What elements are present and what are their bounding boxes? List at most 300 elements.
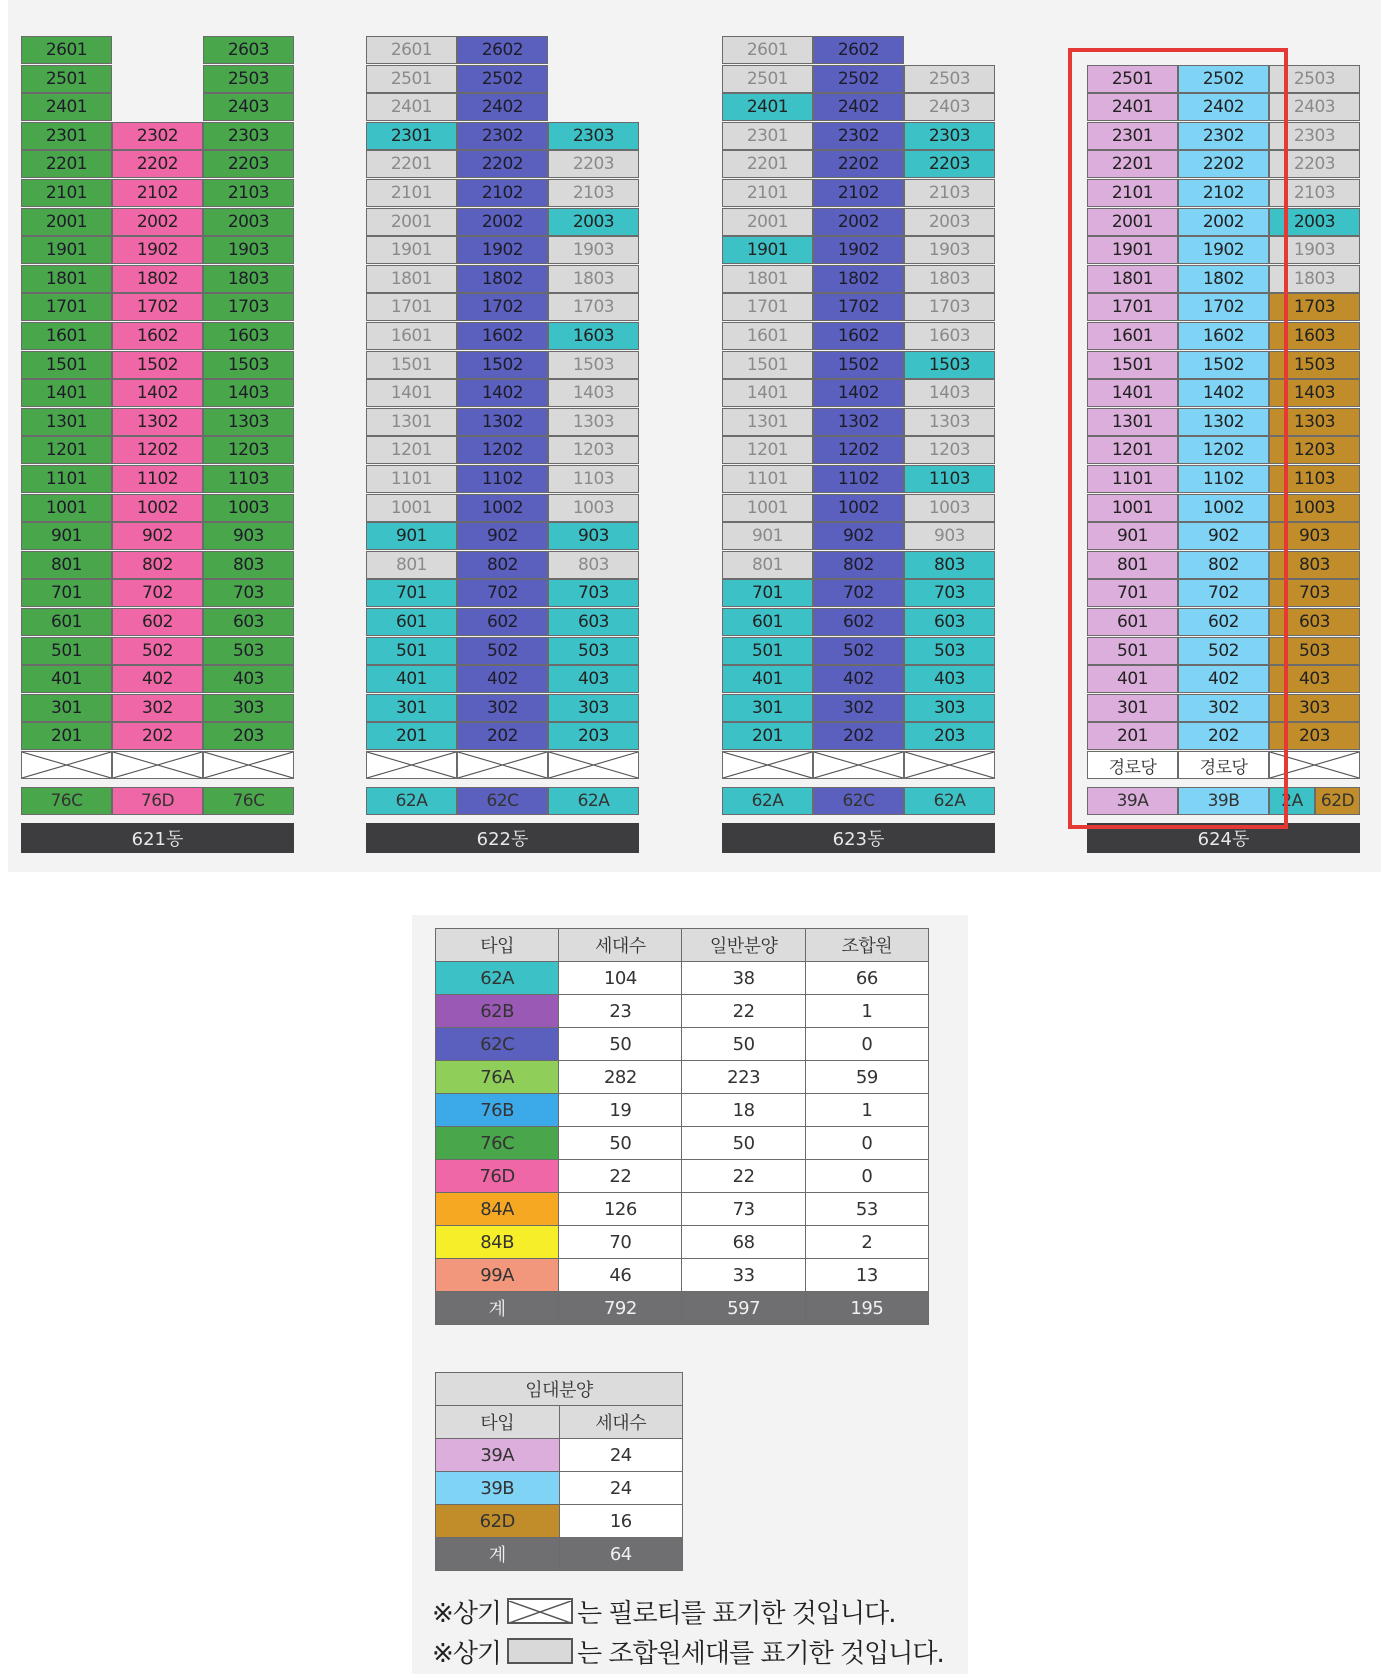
unit-cell: 2102 [112, 179, 203, 207]
type-label: 2A [1269, 787, 1315, 815]
table-row [436, 1127, 929, 1160]
unit-cell: 201 [722, 722, 813, 750]
unit-cell: 603 [203, 608, 294, 636]
unit-cell: 702 [813, 579, 904, 607]
total-row [436, 1292, 929, 1325]
unit-cell: 2002 [112, 208, 203, 236]
table-cell: 16 [559, 1505, 682, 1538]
table-cell: 38 [682, 962, 805, 995]
unit-cell: 201 [366, 722, 457, 750]
table-cell: 50 [559, 1127, 682, 1160]
unit-cell: 602 [813, 608, 904, 636]
unit-cell: 2303 [1269, 122, 1360, 150]
rental-header-units: 세대수 [559, 1406, 682, 1439]
header-general-sale: 일반분양 [682, 929, 805, 962]
unit-cell: 2502 [1178, 65, 1269, 93]
unit-cell: 1603 [548, 322, 639, 350]
unit-cell: 503 [904, 637, 995, 665]
unit-cell: 901 [21, 522, 112, 550]
unit-cell: 902 [1178, 522, 1269, 550]
table-cell: 0 [805, 1127, 928, 1160]
unit-cell: 1503 [1269, 351, 1360, 379]
unit-cell: 1902 [457, 236, 548, 264]
type-label: 62A [548, 787, 639, 815]
unit-cell: 502 [457, 637, 548, 665]
unit-cell: 2201 [1087, 150, 1178, 178]
table-cell: 23 [559, 995, 682, 1028]
unit-cell: 1903 [203, 236, 294, 264]
unit-cell: 1603 [1269, 322, 1360, 350]
unit-cell: 1503 [904, 351, 995, 379]
unit-cell: 1403 [1269, 379, 1360, 407]
unit-cell: 203 [904, 722, 995, 750]
unit-cell: 1503 [203, 351, 294, 379]
unit-cell: 202 [112, 722, 203, 750]
unit-cell: 1402 [1178, 379, 1269, 407]
unit-cell: 601 [21, 608, 112, 636]
type-label: 62D [1315, 787, 1360, 815]
unit-cell: 1203 [904, 436, 995, 464]
unit-cell: 701 [366, 579, 457, 607]
type-label: 62A [722, 787, 813, 815]
unit-cell: 1901 [21, 236, 112, 264]
header-member: 조합원 [805, 929, 928, 962]
unit-cell: 2103 [1269, 179, 1360, 207]
unit-cell: 1003 [548, 494, 639, 522]
unit-cell: 2301 [366, 122, 457, 150]
unit-cell: 2001 [21, 208, 112, 236]
table-cell: 50 [682, 1028, 805, 1061]
unit-cell: 703 [1269, 579, 1360, 607]
table-cell: 104 [559, 962, 682, 995]
table-cell: 19 [559, 1094, 682, 1127]
unit-cell: 403 [203, 665, 294, 693]
unit-cell: 2302 [457, 122, 548, 150]
type-swatch: 39A [436, 1439, 560, 1472]
unit-cell: 2303 [203, 122, 294, 150]
unit-cell: 1303 [1269, 408, 1360, 436]
unit-cell: 603 [1269, 608, 1360, 636]
unit-cell: 203 [548, 722, 639, 750]
unit-cell: 201 [1087, 722, 1178, 750]
table-cell: 33 [682, 1259, 805, 1292]
unit-cell: 2003 [203, 208, 294, 236]
unit-type-table [435, 928, 929, 1325]
unit-cell: 1703 [548, 293, 639, 321]
type-label: 62A [904, 787, 995, 815]
unit-cell: 2002 [1178, 208, 1269, 236]
table-cell: 73 [682, 1193, 805, 1226]
unit-cell: 1002 [1178, 494, 1269, 522]
unit-cell: 2503 [904, 65, 995, 93]
unit-cell: 1302 [112, 408, 203, 436]
unit-cell: 301 [722, 694, 813, 722]
unit-cell: 1702 [112, 293, 203, 321]
unit-cell: 1403 [203, 379, 294, 407]
unit-cell: 2202 [457, 150, 548, 178]
unit-cell: 2203 [1269, 150, 1360, 178]
unit-cell: 1101 [722, 465, 813, 493]
unit-cell: 1102 [457, 465, 548, 493]
table-cell: 59 [805, 1061, 928, 1094]
unit-cell: 602 [1178, 608, 1269, 636]
member-note [432, 1634, 944, 1668]
unit-cell: 2201 [722, 150, 813, 178]
type-swatch: 62C [436, 1028, 559, 1061]
header-units: 세대수 [559, 929, 682, 962]
unit-cell: 902 [813, 522, 904, 550]
type-label: 76C [203, 787, 294, 815]
unit-cell: 1103 [203, 465, 294, 493]
unit-cell: 1303 [203, 408, 294, 436]
table-cell: 53 [805, 1193, 928, 1226]
table-cell: 2 [805, 1226, 928, 1259]
unit-cell: 1903 [904, 236, 995, 264]
unit-cell: 703 [904, 579, 995, 607]
unit-cell: 2302 [1178, 122, 1269, 150]
table-cell: 1 [805, 995, 928, 1028]
unit-cell: 1802 [457, 265, 548, 293]
unit-cell: 602 [112, 608, 203, 636]
unit-cell: 1803 [1269, 265, 1360, 293]
piloti-icon [203, 751, 294, 779]
unit-cell: 2603 [203, 36, 294, 64]
unit-cell: 503 [548, 637, 639, 665]
unit-cell: 2001 [1087, 208, 1178, 236]
piloti-icon [548, 751, 639, 779]
note-text: 는 필로티를 표기한 것입니다. [577, 1598, 896, 1629]
table-row [436, 995, 929, 1028]
unit-cell: 1103 [548, 465, 639, 493]
unit-cell: 403 [904, 665, 995, 693]
type-label: 62A [366, 787, 457, 815]
unit-cell: 2303 [548, 122, 639, 150]
unit-cell: 1801 [366, 265, 457, 293]
unit-cell: 1201 [722, 436, 813, 464]
unit-cell: 301 [366, 694, 457, 722]
unit-cell: 1401 [1087, 379, 1178, 407]
unit-cell: 703 [548, 579, 639, 607]
unit-cell: 1202 [1178, 436, 1269, 464]
unit-cell: 1602 [457, 322, 548, 350]
unit-cell: 1001 [366, 494, 457, 522]
unit-cell: 2502 [457, 65, 548, 93]
unit-cell: 1102 [1178, 465, 1269, 493]
type-label: 62C [457, 787, 548, 815]
unit-cell: 1701 [722, 293, 813, 321]
piloti-symbol-icon [507, 1598, 573, 1624]
unit-cell: 2003 [904, 208, 995, 236]
unit-cell: 302 [813, 694, 904, 722]
unit-cell: 901 [366, 522, 457, 550]
unit-cell: 702 [1178, 579, 1269, 607]
unit-cell: 2002 [813, 208, 904, 236]
unit-cell: 1502 [112, 351, 203, 379]
unit-cell: 2501 [366, 65, 457, 93]
note-text: 는 조합원세대를 표기한 것입니다. [577, 1638, 944, 1669]
unit-cell: 2101 [722, 179, 813, 207]
table-cell: 46 [559, 1259, 682, 1292]
table-row [436, 1028, 929, 1061]
unit-cell: 601 [1087, 608, 1178, 636]
total-cell: 792 [559, 1292, 682, 1325]
total-cell: 계 [436, 1538, 560, 1571]
building-name: 623동 [722, 823, 995, 853]
unit-cell: 1802 [813, 265, 904, 293]
unit-cell: 2401 [722, 93, 813, 121]
unit-cell: 201 [21, 722, 112, 750]
unit-cell: 1501 [366, 351, 457, 379]
unit-cell: 802 [112, 551, 203, 579]
unit-cell: 2101 [366, 179, 457, 207]
unit-cell: 301 [21, 694, 112, 722]
unit-cell: 1402 [112, 379, 203, 407]
total-cell: 64 [559, 1538, 682, 1571]
total-cell: 597 [682, 1292, 805, 1325]
unit-cell: 2602 [457, 36, 548, 64]
unit-cell: 1003 [203, 494, 294, 522]
unit-cell: 703 [203, 579, 294, 607]
unit-cell: 1602 [813, 322, 904, 350]
unit-cell: 203 [1269, 722, 1360, 750]
unit-cell: 2501 [722, 65, 813, 93]
unit-cell: 402 [112, 665, 203, 693]
table-row [436, 1061, 929, 1094]
table-cell: 22 [682, 1160, 805, 1193]
type-swatch: 84B [436, 1226, 559, 1259]
unit-cell: 603 [904, 608, 995, 636]
unit-cell: 1802 [1178, 265, 1269, 293]
unit-cell: 1003 [904, 494, 995, 522]
unit-cell: 801 [1087, 551, 1178, 579]
table-cell: 282 [559, 1061, 682, 1094]
unit-cell: 2103 [203, 179, 294, 207]
unit-cell: 1301 [722, 408, 813, 436]
table-cell: 22 [682, 995, 805, 1028]
piloti-icon [904, 751, 995, 779]
unit-cell: 1801 [1087, 265, 1178, 293]
unit-cell: 403 [548, 665, 639, 693]
unit-cell: 1401 [366, 379, 457, 407]
unit-cell: 1901 [722, 236, 813, 264]
table-row [436, 1193, 929, 1226]
unit-cell: 1801 [21, 265, 112, 293]
building-name: 622동 [366, 823, 639, 853]
unit-cell: 1503 [548, 351, 639, 379]
unit-cell: 902 [457, 522, 548, 550]
unit-cell: 2203 [548, 150, 639, 178]
unit-cell: 1901 [1087, 236, 1178, 264]
type-swatch: 39B [436, 1472, 560, 1505]
unit-cell: 2401 [1087, 93, 1178, 121]
unit-cell: 202 [813, 722, 904, 750]
unit-cell: 2501 [21, 65, 112, 93]
unit-cell: 1902 [112, 236, 203, 264]
unit-cell: 1903 [1269, 236, 1360, 264]
unit-cell: 1003 [1269, 494, 1360, 522]
unit-cell: 2503 [203, 65, 294, 93]
unit-cell: 1403 [548, 379, 639, 407]
unit-cell: 1401 [21, 379, 112, 407]
unit-cell: 903 [904, 522, 995, 550]
unit-cell: 1402 [813, 379, 904, 407]
unit-cell: 1901 [366, 236, 457, 264]
unit-cell: 1302 [457, 408, 548, 436]
unit-cell: 2001 [722, 208, 813, 236]
unit-cell: 2602 [813, 36, 904, 64]
type-swatch: 62A [436, 962, 559, 995]
unit-cell: 1002 [112, 494, 203, 522]
table-cell: 50 [682, 1127, 805, 1160]
unit-cell: 1002 [457, 494, 548, 522]
table-cell: 0 [805, 1028, 928, 1061]
unit-cell: 2202 [112, 150, 203, 178]
unit-cell: 1703 [904, 293, 995, 321]
unit-cell: 1302 [1178, 408, 1269, 436]
unit-cell: 302 [1178, 694, 1269, 722]
unit-cell: 1502 [813, 351, 904, 379]
unit-cell: 1101 [21, 465, 112, 493]
table-header-row [436, 929, 929, 962]
unit-cell: 2203 [904, 150, 995, 178]
note-prefix: ※상기 [432, 1598, 502, 1629]
unit-cell: 1303 [904, 408, 995, 436]
unit-cell: 303 [904, 694, 995, 722]
unit-cell: 603 [548, 608, 639, 636]
unit-cell: 401 [366, 665, 457, 693]
unit-cell: 1202 [813, 436, 904, 464]
unit-cell: 1701 [21, 293, 112, 321]
unit-cell: 903 [1269, 522, 1360, 550]
table-cell: 68 [682, 1226, 805, 1259]
unit-cell: 302 [457, 694, 548, 722]
unit-cell: 502 [813, 637, 904, 665]
unit-cell: 601 [366, 608, 457, 636]
unit-cell: 2003 [548, 208, 639, 236]
unit-cell: 2001 [366, 208, 457, 236]
unit-cell: 803 [904, 551, 995, 579]
total-row [436, 1538, 683, 1571]
unit-cell: 1402 [457, 379, 548, 407]
unit-cell: 1001 [21, 494, 112, 522]
unit-cell: 401 [722, 665, 813, 693]
unit-cell: 2502 [813, 65, 904, 93]
unit-cell: 602 [457, 608, 548, 636]
unit-cell: 1203 [548, 436, 639, 464]
unit-cell: 902 [112, 522, 203, 550]
type-swatch: 76A [436, 1061, 559, 1094]
unit-cell: 1301 [1087, 408, 1178, 436]
unit-cell: 2601 [21, 36, 112, 64]
rental-type-table [435, 1372, 683, 1571]
unit-cell: 601 [722, 608, 813, 636]
unit-cell: 1702 [1178, 293, 1269, 321]
unit-cell: 2003 [1269, 208, 1360, 236]
unit-cell: 801 [722, 551, 813, 579]
unit-cell: 901 [722, 522, 813, 550]
unit-cell: 701 [1087, 579, 1178, 607]
unit-cell: 1601 [21, 322, 112, 350]
unit-cell: 2302 [813, 122, 904, 150]
unit-cell: 1903 [548, 236, 639, 264]
piloti-note [432, 1594, 895, 1628]
unit-cell: 702 [112, 579, 203, 607]
table-cell: 66 [805, 962, 928, 995]
unit-cell: 2202 [813, 150, 904, 178]
unit-cell: 1302 [813, 408, 904, 436]
unit-cell: 802 [813, 551, 904, 579]
piloti-icon [112, 751, 203, 779]
total-cell: 195 [805, 1292, 928, 1325]
rental-header-row [436, 1406, 683, 1439]
unit-cell: 303 [1269, 694, 1360, 722]
unit-cell: 1802 [112, 265, 203, 293]
note-prefix: ※상기 [432, 1638, 502, 1669]
unit-cell: 1101 [366, 465, 457, 493]
unit-cell: 903 [203, 522, 294, 550]
type-swatch: 76C [436, 1127, 559, 1160]
member-symbol-icon [507, 1638, 573, 1664]
unit-cell: 1203 [1269, 436, 1360, 464]
table-row [436, 1226, 929, 1259]
unit-cell: 2302 [112, 122, 203, 150]
unit-cell: 1601 [366, 322, 457, 350]
unit-cell: 2301 [1087, 122, 1178, 150]
unit-cell: 1001 [722, 494, 813, 522]
table-row [436, 1472, 683, 1505]
unit-cell: 1501 [722, 351, 813, 379]
table-cell: 0 [805, 1160, 928, 1193]
total-cell: 계 [436, 1292, 559, 1325]
unit-cell: 401 [21, 665, 112, 693]
unit-cell: 701 [21, 579, 112, 607]
piloti-icon [21, 751, 112, 779]
unit-cell: 303 [203, 694, 294, 722]
unit-cell: 2201 [366, 150, 457, 178]
type-label: 76C [21, 787, 112, 815]
unit-cell: 2103 [904, 179, 995, 207]
unit-cell: 1701 [1087, 293, 1178, 321]
unit-cell: 1702 [813, 293, 904, 321]
table-cell: 24 [559, 1439, 682, 1472]
unit-cell: 2402 [813, 93, 904, 121]
piloti-icon [366, 751, 457, 779]
unit-cell: 402 [813, 665, 904, 693]
table-row [436, 1259, 929, 1292]
unit-cell: 1602 [112, 322, 203, 350]
unit-cell: 2601 [722, 36, 813, 64]
unit-cell: 2202 [1178, 150, 1269, 178]
unit-cell: 1801 [722, 265, 813, 293]
unit-cell: 1303 [548, 408, 639, 436]
unit-cell: 803 [203, 551, 294, 579]
table-cell: 22 [559, 1160, 682, 1193]
rental-title: 임대분양 [436, 1373, 683, 1406]
unit-cell: 1702 [457, 293, 548, 321]
unit-cell: 2102 [457, 179, 548, 207]
unit-cell: 1601 [1087, 322, 1178, 350]
unit-cell: 701 [722, 579, 813, 607]
unit-cell: 501 [366, 637, 457, 665]
unit-cell: 402 [457, 665, 548, 693]
unit-cell: 1803 [904, 265, 995, 293]
table-cell: 18 [682, 1094, 805, 1127]
unit-cell: 803 [548, 551, 639, 579]
unit-cell: 303 [548, 694, 639, 722]
unit-cell: 2403 [904, 93, 995, 121]
unit-cell: 2403 [203, 93, 294, 121]
type-label: 62C [813, 787, 904, 815]
